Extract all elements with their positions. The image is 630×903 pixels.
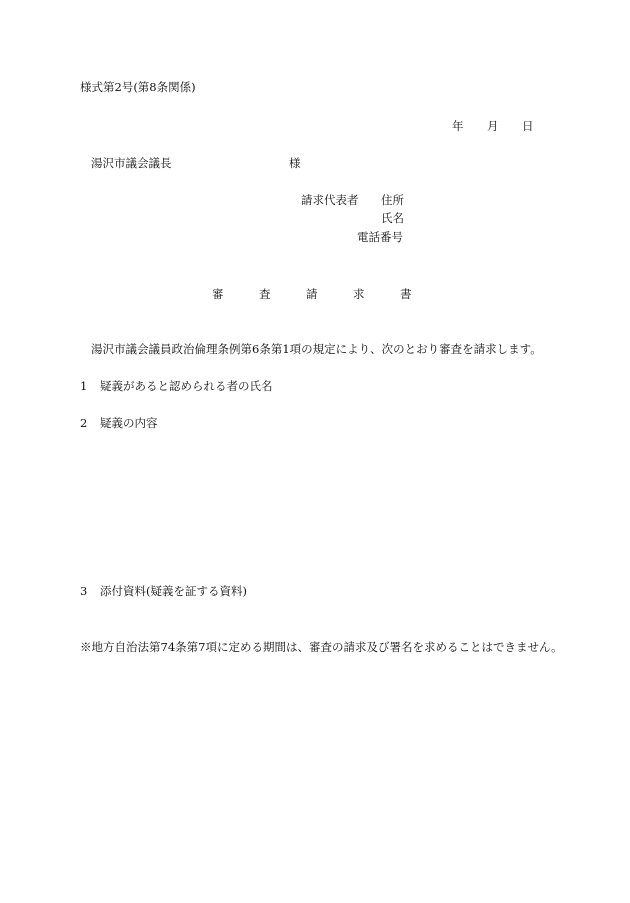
item-3 (80, 584, 247, 598)
title-char: 査 (259, 287, 271, 301)
requester-phone-label: 電話番号 (357, 230, 403, 244)
item-1 (80, 379, 273, 393)
item-label: 疑義の内容 (100, 416, 158, 430)
item-number: 1 (80, 379, 88, 393)
requester-role: 請求代表者 (301, 193, 359, 207)
date-year-label: 年 (452, 119, 464, 133)
date-month-label: 月 (487, 119, 499, 133)
requester-address-label: 住所 (381, 193, 404, 207)
item-label: 添付資料(疑義を証する資料) (100, 584, 247, 598)
title-char: 審 (212, 287, 224, 301)
title-char: 求 (353, 287, 365, 301)
footnote: ※地方自治法第74条第7項に定める期間は、審査の請求及び署名を求めることはできません。 (80, 640, 563, 654)
form-label: 様式第2号(第8条関係) (80, 80, 196, 94)
title-char: 請 (306, 287, 318, 301)
requester-name-label: 氏名 (381, 211, 404, 225)
date-day-label: 日 (522, 119, 534, 133)
addressee-honorific: 様 (289, 156, 301, 170)
item-number: 2 (80, 416, 88, 430)
item-label: 疑義があると認められる者の氏名 (100, 379, 273, 393)
title-char: 書 (400, 287, 412, 301)
body-paragraph: 湯沢市議会議員政治倫理条例第6条第1項の規定により、次のとおり審査を請求します。 (91, 342, 542, 356)
item-2 (80, 416, 158, 430)
item-number: 3 (80, 584, 88, 598)
addressee-name: 湯沢市議会議長 (91, 156, 172, 170)
